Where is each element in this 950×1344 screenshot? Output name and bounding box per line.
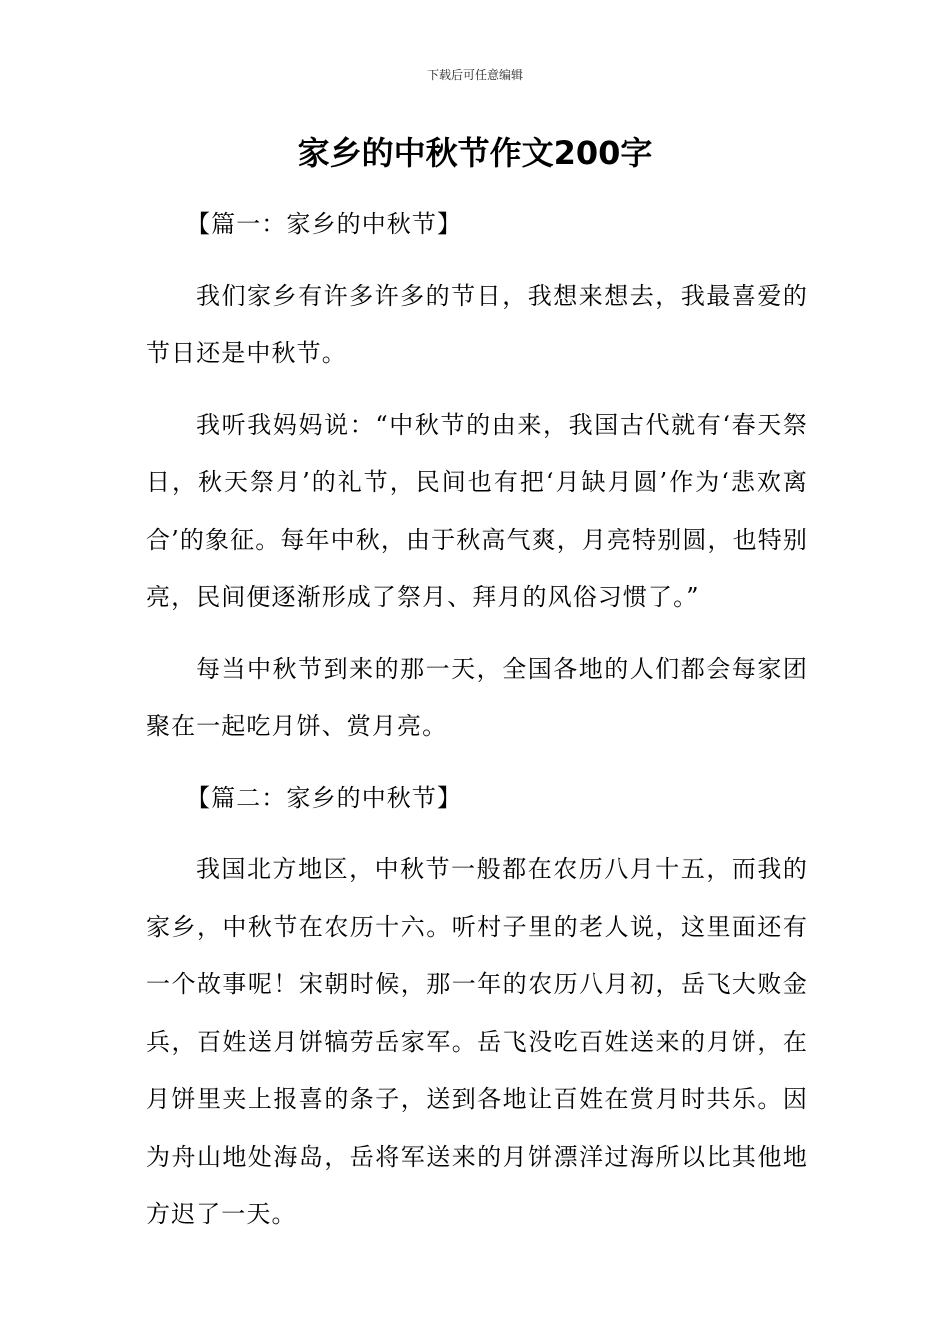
paragraph: 我们家乡有许多许多的节日，我想来想去，我最喜爱的节日还是中秋节。 — [146, 281, 808, 367]
document-title: 家乡的中秋节作文200字 — [297, 134, 653, 172]
section-heading-2: 【篇二：家乡的中秋节】 — [186, 783, 463, 812]
section-heading-1: 【篇一：家乡的中秋节】 — [186, 210, 463, 238]
header-note: 下载后可任意编辑 — [426, 68, 523, 82]
paragraph: 我听我妈妈说：“中秋节的由来，我国古代就有‘春天祭日，秋天祭月’的礼节，民间也有把‘月缺月圆’作为‘悲欢离合’的象征。每年中秋，由于秋高气爽，月亮特别圆，也特别亮，民间便逐渐形成了祭月、拜月的风俗习惯了。” — [146, 410, 808, 611]
document-body — [146, 196, 808, 1258]
paragraph: 我国北方地区，中秋节一般都在农历八月十五，而我的家乡，中秋节在农历十六。听村子里的老人说，这里面还有一个故事呢！宋朝时候，那一年的农历八月初，岳飞大败金兵，百姓送月饼犒劳岳家军。岳飞没吃百姓送来的月饼，在月饼里夹上报喜的条子，送到各地让百姓在赏月时共乐。因为舟山地处海岛，岳将军送来的月饼漂洋过海所以比其他地方迟了一天。 — [146, 855, 808, 1228]
paragraph: 每当中秋节到来的那一天，全国各地的人们都会每家团聚在一起吃月饼、赏月亮。 — [146, 654, 808, 740]
